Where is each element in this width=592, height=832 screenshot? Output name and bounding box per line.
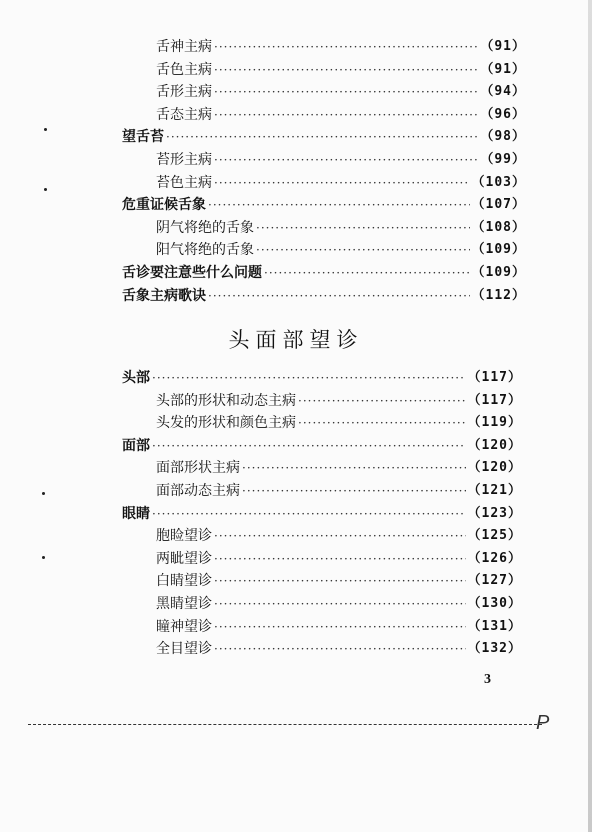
toc-entry-page: （99）	[480, 152, 526, 167]
toc-entry-page: （103）	[471, 174, 526, 190]
toc-entry	[156, 570, 522, 592]
scan-speck	[44, 128, 47, 131]
page-number: 3	[484, 672, 491, 687]
toc-entry-title: 眼睛	[122, 505, 150, 522]
toc-leader-dots	[214, 593, 466, 615]
toc-entry	[122, 285, 526, 307]
toc-entry	[122, 126, 526, 148]
toc-leader-dots	[214, 149, 478, 171]
toc-entry	[156, 172, 526, 194]
toc-entry-title: 舌诊要注意些什么问题	[122, 265, 262, 281]
corner-mark: P	[536, 712, 550, 734]
toc-entry	[156, 548, 522, 570]
toc-leader-dots	[214, 570, 466, 592]
toc-entry-title: 面部动态主病	[156, 483, 240, 499]
toc-entry	[122, 435, 522, 457]
toc-entry-page: （94）	[480, 84, 526, 100]
toc-leader-dots	[256, 217, 470, 239]
toc-entry-title: 瞳神望诊	[156, 618, 212, 635]
toc-entry-page: （108）	[471, 219, 526, 235]
toc-entry-page: （109）	[471, 242, 526, 258]
toc-entry	[156, 616, 522, 638]
toc-entry-page: （120）	[467, 460, 522, 476]
toc-entry-title: 面部形状主病	[156, 460, 240, 477]
toc-entry	[156, 480, 522, 502]
toc-entry-title: 阴气将绝的舌象	[156, 219, 254, 236]
toc-leader-dots	[214, 81, 478, 103]
toc-entry-page: （127）	[467, 573, 522, 589]
toc-entry	[122, 262, 526, 284]
toc-leader-dots	[242, 480, 466, 502]
toc-entry-title: 舌象主病歌诀	[122, 287, 206, 304]
toc-entry-title: 头部的形状和动态主病	[156, 392, 296, 409]
toc-leader-dots	[214, 638, 466, 660]
page-edge-shadow	[588, 0, 592, 832]
toc-leader-dots	[152, 503, 466, 525]
toc-leader-dots	[214, 104, 478, 126]
toc-entry-page: （131）	[467, 618, 522, 634]
toc-leader-dots	[256, 239, 470, 261]
toc-entry-page: （123）	[467, 505, 522, 521]
toc-leader-dots	[208, 285, 470, 307]
toc-leader-dots	[264, 262, 470, 284]
toc-entry-title: 两眦望诊	[156, 550, 212, 567]
toc-entry	[122, 194, 526, 216]
toc-entry-title: 舌神主病	[156, 39, 212, 55]
toc-entry	[156, 638, 522, 660]
toc-entry-page: （117）	[467, 392, 522, 408]
toc-entry	[156, 59, 526, 81]
toc-entry-title: 苔色主病	[156, 174, 212, 191]
toc-entry-page: （120）	[467, 437, 522, 453]
toc-entry-title: 舌态主病	[156, 106, 212, 123]
toc-entry-title: 危重证候舌象	[122, 197, 206, 214]
toc-leader-dots	[214, 172, 470, 194]
toc-entry-page: （117）	[467, 370, 522, 385]
toc-entry-title: 舌色主病	[156, 61, 212, 78]
scan-speck	[44, 188, 47, 191]
toc-entry-page: （130）	[467, 596, 522, 611]
toc-entry-title: 苔形主病	[156, 152, 212, 168]
toc-entry	[156, 104, 526, 126]
toc-entry	[156, 81, 526, 103]
toc-leader-dots	[214, 525, 466, 547]
toc-leader-dots	[152, 435, 466, 457]
toc-entry-title: 头发的形状和颜色主病	[156, 415, 296, 432]
toc-entry-title: 白睛望诊	[156, 573, 212, 590]
toc-entry	[122, 503, 522, 525]
toc-entry	[156, 390, 522, 412]
toc-entry-title: 阳气将绝的舌象	[156, 242, 254, 259]
toc-entry	[156, 217, 526, 239]
toc-entry	[156, 36, 526, 58]
toc-entry	[156, 457, 522, 479]
scan-speck	[42, 492, 45, 495]
toc-entry-title: 舌形主病	[156, 84, 212, 101]
toc-entry	[156, 239, 526, 261]
toc-entry-page: （109）	[471, 265, 526, 280]
toc-entry-title: 面部	[122, 437, 150, 454]
toc-leader-dots	[214, 616, 466, 638]
toc-leader-dots	[214, 59, 478, 81]
toc-entry-page: （125）	[467, 528, 522, 544]
toc-entry	[122, 367, 522, 389]
toc-entry-title: 黑睛望诊	[156, 596, 212, 612]
toc-entry-page: （132）	[467, 641, 522, 657]
toc-entry-title: 胞睑望诊	[156, 528, 212, 545]
toc-entry-page: （112）	[471, 287, 526, 303]
toc-entry	[156, 593, 522, 615]
toc-leader-dots	[208, 194, 470, 216]
bottom-rule	[28, 724, 542, 725]
toc-entry	[156, 412, 522, 434]
toc-entry-page: （98）	[480, 129, 526, 145]
toc-entry-title: 望舌苔	[122, 129, 164, 146]
toc-entry-page: （107）	[471, 197, 526, 213]
toc-entry-page: （91）	[480, 39, 526, 54]
toc-entry-page: （119）	[467, 415, 522, 431]
toc-leader-dots	[298, 390, 466, 412]
toc-entry-page: （121）	[467, 483, 522, 498]
toc-entry	[156, 149, 526, 171]
toc-leader-dots	[166, 126, 478, 148]
toc-entry-page: （96）	[480, 106, 526, 122]
toc-entry	[156, 525, 522, 547]
toc-entry-title: 全目望诊	[156, 641, 212, 658]
toc-leader-dots	[214, 36, 478, 58]
scan-speck	[42, 556, 45, 559]
section-title: 头面部望诊	[228, 328, 364, 352]
toc-entry-page: （126）	[467, 550, 522, 566]
toc-leader-dots	[298, 412, 466, 434]
toc-leader-dots	[152, 367, 466, 389]
toc-leader-dots	[214, 548, 466, 570]
toc-entry-title: 头部	[122, 370, 150, 386]
toc-entry-page: （91）	[480, 61, 526, 77]
toc-leader-dots	[242, 457, 466, 479]
